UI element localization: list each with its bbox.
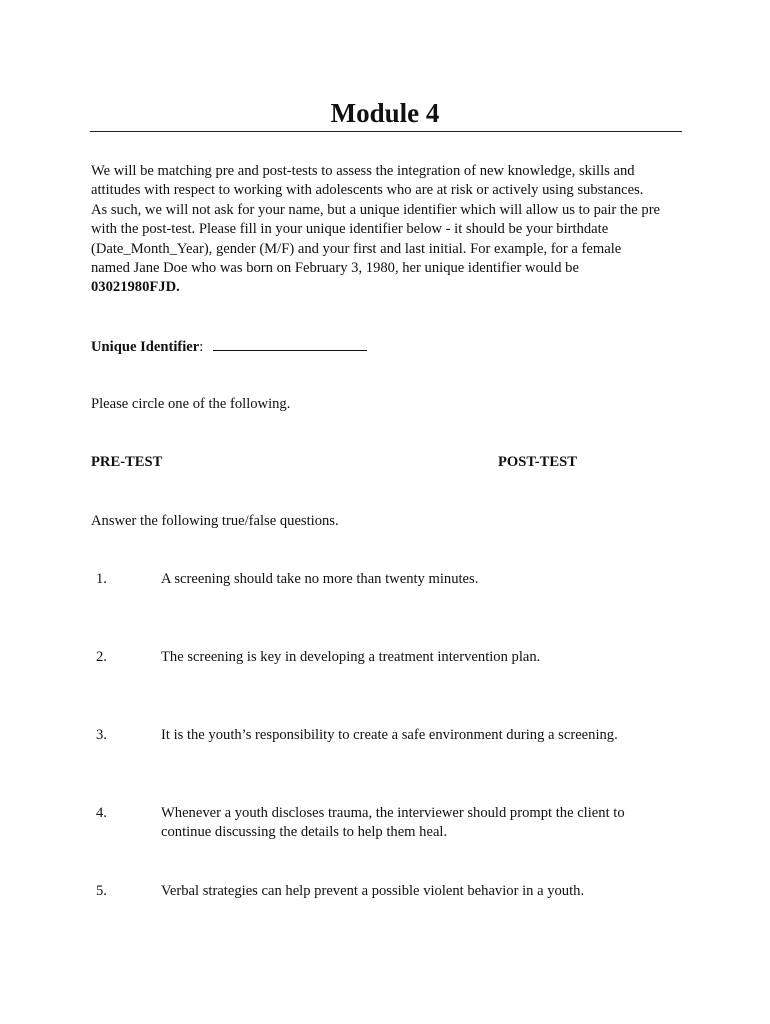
question-line: It is the youth’s responsibility to create a safe environment during a screening. [161, 727, 618, 743]
question-number: 2. [96, 649, 107, 665]
unique-identifier-field[interactable] [213, 336, 367, 351]
intro-line: (Date_Month_Year), gender (M/F) and your first and last initial. For example, for a female [91, 240, 622, 257]
intro-line: As such, we will not ask for your name, but a unique identifier which will allow us to pair the pre [91, 201, 661, 218]
pre-test-option[interactable]: PRE-TEST [91, 454, 163, 470]
intro-line: named Jane Doe who was born on February 3, 1980, her unique identifier would be [91, 260, 579, 277]
question-line: A screening should take no more than twenty minutes. [161, 571, 479, 587]
question-line: The screening is key in developing a treatment intervention plan. [161, 649, 541, 665]
unique-identifier-colon: : [199, 339, 204, 355]
question-number: 3. [96, 727, 107, 743]
question-text [161, 648, 681, 667]
question-number: 4. [96, 805, 107, 821]
question-number: 1. [96, 571, 107, 587]
unique-identifier-row [91, 336, 367, 357]
page-title: Module 4 [330, 98, 440, 128]
question-text [161, 804, 681, 843]
question-line: Verbal strategies can help prevent a possible violent behavior in a youth. [161, 883, 585, 899]
question-line: continue discussing the details to help them heal. [161, 824, 448, 841]
unique-identifier-label: Unique Identifier [91, 339, 200, 355]
question-text [161, 570, 681, 589]
intro-line: We will be matching pre and post-tests to assess the integration of new knowledge, skills and [91, 163, 635, 179]
circle-instruction: Please circle one of the following. [91, 396, 291, 412]
post-test-option[interactable]: POST-TEST [498, 454, 577, 470]
example-identifier: 03021980FJD. [91, 279, 180, 296]
question-line: Whenever a youth discloses trauma, the interviewer should prompt the client to [161, 805, 625, 821]
question-text [161, 882, 681, 901]
question-number: 5. [96, 883, 107, 899]
answer-instruction: Answer the following true/false questions. [91, 513, 339, 529]
intro-line: attitudes with respect to working with adolescents who are at risk or actively using substances. [91, 182, 644, 199]
title-divider [90, 131, 682, 132]
intro-paragraph [91, 162, 691, 298]
intro-line: with the post-test. Please fill in your unique identifier below - it should be your birthdate [91, 221, 609, 238]
question-text [161, 726, 681, 745]
